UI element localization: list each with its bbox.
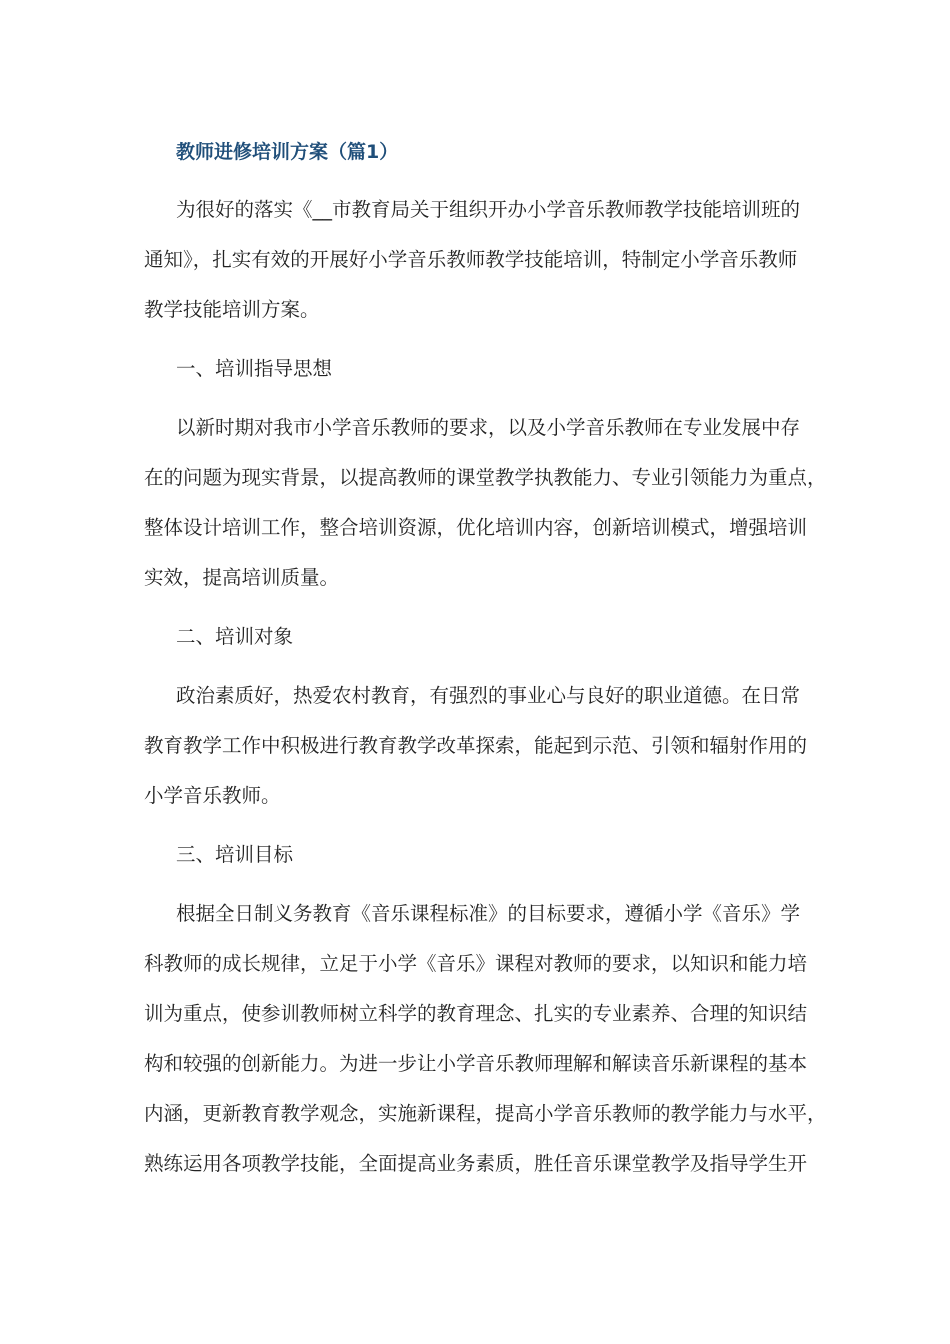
paragraph-line: 整体设计培训工作，整合培训资源，优化培训内容，创新培训模式，增强培训 (144, 516, 808, 539)
paragraph-line: 以新时期对我市小学音乐教师的要求，以及小学音乐教师在专业发展中存 (176, 416, 801, 439)
paragraph-line: 小学音乐教师。 (144, 784, 281, 807)
paragraph-line: 在的问题为现实背景，以提高教师的课堂教学执教能力、专业引领能力为重点， (144, 466, 827, 489)
paragraph-line: 教学技能培训方案。 (144, 298, 320, 321)
section-heading: 二、培训对象 (176, 625, 294, 648)
paragraph-line: 科教师的成长规律，立足于小学《音乐》课程对教师的要求，以知识和能力培 (144, 952, 808, 975)
paragraph-line: 根据全日制义务教育《音乐课程标准》的目标要求，遵循小学《音乐》学 (176, 902, 801, 925)
paragraph-line: 构和较强的创新能力。为进一步让小学音乐教师理解和解读音乐新课程的基本 (144, 1052, 808, 1075)
paragraph-line: 内涵，更新教育教学观念，实施新课程，提高小学音乐教师的教学能力与水平， (144, 1102, 827, 1125)
paragraph-line: 为很好的落实《__市教育局关于组织开办小学音乐教师教学技能培训班的 (176, 198, 801, 221)
paragraph-line: 政治素质好，热爱农村教育，有强烈的事业心与良好的职业道德。在日常 (176, 684, 801, 707)
paragraph-line: 训为重点，使参训教师树立科学的教育理念、扎实的专业素养、合理的知识结 (144, 1002, 808, 1025)
document-title: 教师进修培训方案（篇1） (176, 141, 399, 163)
section-heading: 三、培训目标 (176, 843, 294, 866)
paragraph-line: 实效，提高培训质量。 (144, 566, 340, 589)
section-heading: 一、培训指导思想 (176, 357, 333, 380)
paragraph-line: 教育教学工作中积极进行教育教学改革探索，能起到示范、引领和辐射作用的 (144, 734, 808, 757)
paragraph-line: 熟练运用各项教学技能，全面提高业务素质，胜任音乐课堂教学及指导学生开 (144, 1152, 808, 1175)
paragraph-line: 通知》，扎实有效的开展好小学音乐教师教学技能培训，特制定小学音乐教师 (144, 248, 798, 271)
